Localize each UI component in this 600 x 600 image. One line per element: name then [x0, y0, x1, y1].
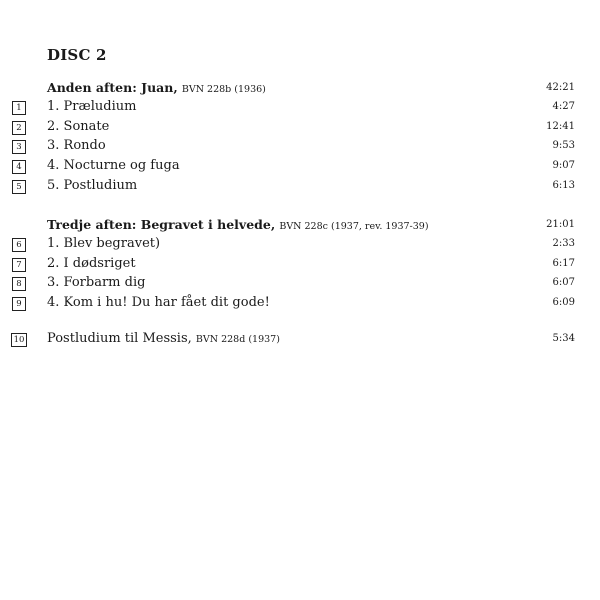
track-duration: 9:53	[552, 140, 575, 151]
track-duration: 6:13	[552, 180, 575, 191]
track-number: 5	[12, 180, 26, 194]
track-catalog: BVN 228d (1937)	[195, 334, 280, 345]
track-row	[0, 117, 600, 137]
track-number: 7	[12, 258, 26, 272]
work-catalog: BVN 228c (1937, rev. 1937-39)	[279, 221, 429, 232]
disc-title: DISC 2	[47, 46, 107, 64]
track-duration: 6:17	[552, 258, 575, 269]
track-title: 3. Forbarm dig	[47, 275, 146, 290]
track-number: 6	[12, 238, 26, 252]
track-title: 4. Nocturne og fuga	[47, 158, 180, 173]
track-title: 2. Sonate	[47, 119, 110, 134]
track-duration: 9:07	[552, 160, 575, 171]
track-row	[0, 156, 600, 176]
track-title: 2. I dødsriget	[47, 256, 136, 271]
track-title: 4. Kom i hu! Du har fået dit gode!	[47, 295, 270, 310]
track-title: 1. Blev begravet)	[47, 236, 161, 251]
track-duration: 5:34	[552, 333, 575, 344]
track-title: 1. Præludium	[47, 99, 137, 114]
track-title: Postludium til Messis,	[47, 331, 192, 346]
track-number: 10	[11, 333, 27, 347]
track-row	[0, 97, 600, 117]
track-row	[0, 234, 600, 254]
track-title: 5. Postludium	[47, 178, 138, 193]
track-duration: 12:41	[546, 121, 575, 132]
track-number: 9	[12, 297, 26, 311]
track-title: 3. Rondo	[47, 138, 106, 153]
track-number: 3	[12, 140, 26, 154]
track-heading	[47, 331, 280, 346]
work-heading	[47, 217, 429, 233]
work-duration: 42:21	[546, 82, 575, 93]
track-duration: 6:07	[552, 277, 575, 288]
track-duration: 6:09	[552, 297, 575, 308]
track-row	[0, 293, 600, 313]
work-title: Tredje aften: Begravet i helvede,	[47, 217, 276, 232]
track-duration: 2:33	[552, 238, 575, 249]
track-row	[0, 329, 600, 349]
track-duration: 4:27	[552, 101, 575, 112]
work-header	[0, 215, 600, 235]
work-heading	[47, 80, 266, 96]
track-number: 1	[12, 101, 26, 115]
track-row	[0, 176, 600, 196]
track-row	[0, 273, 600, 293]
work-title: Anden aften: Juan,	[47, 80, 178, 95]
track-number: 4	[12, 160, 26, 174]
work-header	[0, 78, 600, 98]
work-duration: 21:01	[546, 219, 575, 230]
work-catalog: BVN 228b (1936)	[181, 84, 266, 95]
track-row	[0, 254, 600, 274]
track-row	[0, 136, 600, 156]
track-number: 8	[12, 277, 26, 291]
track-number: 2	[12, 121, 26, 135]
